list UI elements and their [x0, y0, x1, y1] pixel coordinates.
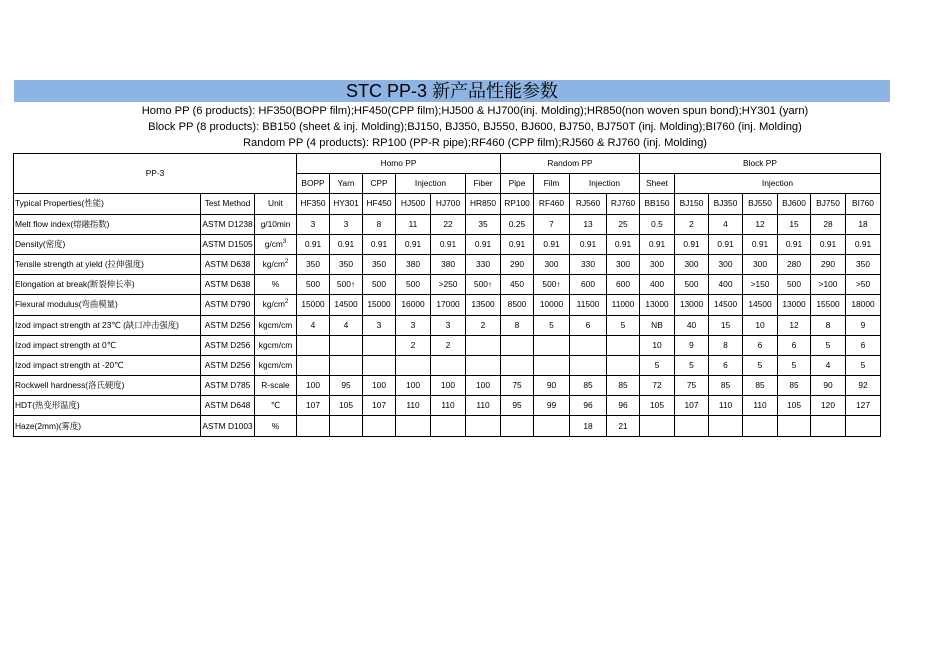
value-cell: 0.91	[501, 234, 534, 254]
value-cell	[330, 355, 363, 375]
value-cell: 99	[534, 396, 570, 416]
value-cell	[396, 416, 431, 436]
value-cell: 3	[431, 315, 466, 335]
grade-header: BJ550	[743, 194, 778, 214]
header-property: Typical Properties(性能)	[14, 194, 201, 214]
value-cell: 85	[607, 376, 640, 396]
value-cell	[431, 416, 466, 436]
value-cell: 110	[431, 396, 466, 416]
value-cell: 18	[846, 214, 881, 234]
group-block: Block PP	[640, 154, 881, 174]
value-cell: 0.91	[570, 234, 607, 254]
method-cell: ASTM D256	[201, 335, 255, 355]
value-cell: 13500	[466, 295, 501, 315]
property-cell: Elongation at break(断裂伸长率)	[14, 275, 201, 295]
value-cell: 4	[297, 315, 330, 335]
value-cell: 4	[709, 214, 743, 234]
value-cell: 96	[607, 396, 640, 416]
value-cell: 380	[396, 254, 431, 274]
value-cell: 75	[675, 376, 709, 396]
value-cell: 5	[778, 355, 811, 375]
value-cell: 500	[297, 275, 330, 295]
value-cell: 330	[570, 254, 607, 274]
unit-cell: $kg/cm^2$	[255, 254, 297, 274]
value-cell: 350	[330, 254, 363, 274]
value-cell: 3	[330, 214, 363, 234]
grade-header: BJ600	[778, 194, 811, 214]
value-cell: 4	[330, 315, 363, 335]
value-cell: 11	[396, 214, 431, 234]
value-cell	[640, 416, 675, 436]
value-cell: 72	[640, 376, 675, 396]
grade-header: BJ750	[811, 194, 846, 214]
property-cell: HDT(热变形温度)	[14, 396, 201, 416]
sheet-title: STC PP-3 新产品性能参数	[14, 80, 890, 102]
grade-header: BI760	[846, 194, 881, 214]
properties-table	[13, 153, 881, 437]
value-cell: 280	[778, 254, 811, 274]
value-cell: 40	[675, 315, 709, 335]
value-cell: 300	[534, 254, 570, 274]
method-cell: ASTM D1238	[201, 214, 255, 234]
value-cell: 0.91	[675, 234, 709, 254]
value-cell: 380	[431, 254, 466, 274]
value-cell: 9	[846, 315, 881, 335]
table-row	[14, 254, 881, 274]
value-cell	[534, 335, 570, 355]
value-cell	[363, 355, 396, 375]
method-cell: ASTM D638	[201, 254, 255, 274]
value-cell: 14500	[330, 295, 363, 315]
table-row	[14, 214, 881, 234]
value-cell: NB	[640, 315, 675, 335]
value-cell: 16000	[396, 295, 431, 315]
value-cell	[675, 416, 709, 436]
value-cell	[297, 355, 330, 375]
property-cell: Melt flow index(熔融指数)	[14, 214, 201, 234]
value-cell	[534, 355, 570, 375]
property-cell: Flexural modulus(弯曲模量)	[14, 295, 201, 315]
unit-cell: %	[255, 275, 297, 295]
method-cell: ASTM D790	[201, 295, 255, 315]
header-unit: Unit	[255, 194, 297, 214]
value-cell: 0.91	[709, 234, 743, 254]
value-cell: 5	[640, 355, 675, 375]
value-cell: 110	[396, 396, 431, 416]
unit-cell: $g/cm^3$	[255, 234, 297, 254]
value-cell: 2	[431, 335, 466, 355]
value-cell: 0.91	[330, 234, 363, 254]
app-injection-block: Injection	[675, 174, 881, 194]
value-cell: 2	[675, 214, 709, 234]
value-cell: 330	[466, 254, 501, 274]
value-cell: 0.91	[466, 234, 501, 254]
value-cell: 5	[811, 335, 846, 355]
app-yarn: Yarn	[330, 174, 363, 194]
value-cell	[363, 416, 396, 436]
value-cell: 14500	[743, 295, 778, 315]
table-row	[14, 315, 881, 335]
value-cell: 300	[607, 254, 640, 274]
grade-header: RJ560	[570, 194, 607, 214]
value-cell: 85	[778, 376, 811, 396]
value-cell: 0.91	[743, 234, 778, 254]
table-row	[14, 335, 881, 355]
value-cell: >50	[846, 275, 881, 295]
value-cell: 3	[363, 315, 396, 335]
unit-cell: $kg/cm^2$	[255, 295, 297, 315]
value-cell: 0.91	[607, 234, 640, 254]
grade-header: RJ760	[607, 194, 640, 214]
unit-cell: ℃	[255, 396, 297, 416]
value-cell: 10	[743, 315, 778, 335]
value-cell: 500↑	[466, 275, 501, 295]
app-cpp: CPP	[363, 174, 396, 194]
property-cell: Izod impact strength at -20℃	[14, 355, 201, 375]
value-cell	[846, 416, 881, 436]
value-cell: 300	[675, 254, 709, 274]
value-cell: 290	[501, 254, 534, 274]
value-cell: 15000	[363, 295, 396, 315]
value-cell: 110	[743, 396, 778, 416]
value-cell: 500	[396, 275, 431, 295]
value-cell: 85	[743, 376, 778, 396]
method-cell: ASTM D256	[201, 315, 255, 335]
value-cell	[570, 355, 607, 375]
value-cell: 8500	[501, 295, 534, 315]
value-cell: 100	[431, 376, 466, 396]
value-cell: 0.91	[534, 234, 570, 254]
value-cell: 0.25	[501, 214, 534, 234]
value-cell	[778, 416, 811, 436]
value-cell: 75	[501, 376, 534, 396]
value-cell: 3	[396, 315, 431, 335]
value-cell: 15	[778, 214, 811, 234]
value-cell: 350	[297, 254, 330, 274]
value-cell: 127	[846, 396, 881, 416]
value-cell: 6	[570, 315, 607, 335]
value-cell: 5	[534, 315, 570, 335]
value-cell: 0.91	[297, 234, 330, 254]
table-row	[14, 396, 881, 416]
value-cell: 0.91	[778, 234, 811, 254]
value-cell: >100	[811, 275, 846, 295]
unit-cell: %	[255, 416, 297, 436]
value-cell: 2	[466, 315, 501, 335]
table-name: PP-3	[14, 154, 297, 194]
value-cell: 15000	[297, 295, 330, 315]
value-cell: 600	[607, 275, 640, 295]
value-cell: 350	[846, 254, 881, 274]
value-cell: 95	[501, 396, 534, 416]
grade-header: BB150	[640, 194, 675, 214]
property-cell: Izod impact strength at 0℃	[14, 335, 201, 355]
value-cell: 500	[778, 275, 811, 295]
value-cell	[607, 355, 640, 375]
value-cell: 5	[607, 315, 640, 335]
value-cell: 107	[297, 396, 330, 416]
subtitle-random: Random PP (4 products): RP100 (PP-R pipe);RF460 (CPP film);RJ560 & RJ760 (inj. Molding)	[242, 137, 708, 149]
value-cell: 2	[396, 335, 431, 355]
value-cell: 400	[640, 275, 675, 295]
table-row	[14, 355, 881, 375]
value-cell: 8	[501, 315, 534, 335]
grade-header: BJ350	[709, 194, 743, 214]
unit-cell: kgcm/cm	[255, 335, 297, 355]
value-cell	[363, 335, 396, 355]
value-cell: 0.91	[640, 234, 675, 254]
value-cell	[297, 416, 330, 436]
value-cell: 5	[846, 355, 881, 375]
value-cell: 10000	[534, 295, 570, 315]
value-cell	[466, 355, 501, 375]
value-cell	[297, 335, 330, 355]
value-cell: 105	[640, 396, 675, 416]
value-cell: 300	[640, 254, 675, 274]
value-cell: 300	[743, 254, 778, 274]
value-cell: 100	[363, 376, 396, 396]
value-cell: 107	[363, 396, 396, 416]
value-cell	[811, 416, 846, 436]
value-cell: 13000	[778, 295, 811, 315]
grade-header: HR850	[466, 194, 501, 214]
table-row	[14, 376, 881, 396]
method-cell: ASTM D256	[201, 355, 255, 375]
value-cell: 11000	[607, 295, 640, 315]
subtitle-block: Block PP (8 products): BB150 (sheet & inj. Molding);BJ150, BJ350, BJ550, BJ600, BJ750, BJ750T (inj. Molding);BI760 (inj. Molding)	[148, 121, 802, 133]
method-cell: ASTM D1505	[201, 234, 255, 254]
value-cell: 8	[363, 214, 396, 234]
value-cell: 500↑	[330, 275, 363, 295]
value-cell: 6	[709, 355, 743, 375]
method-cell: ASTM D638	[201, 275, 255, 295]
value-cell: 25	[607, 214, 640, 234]
value-cell: 85	[709, 376, 743, 396]
value-cell	[570, 335, 607, 355]
app-sheet: Sheet	[640, 174, 675, 194]
grade-header: HF350	[297, 194, 330, 214]
value-cell: >250	[431, 275, 466, 295]
table-row	[14, 275, 881, 295]
value-cell: 13000	[640, 295, 675, 315]
value-cell: 400	[709, 275, 743, 295]
value-cell: 100	[297, 376, 330, 396]
value-cell: 10	[640, 335, 675, 355]
value-cell: 15	[709, 315, 743, 335]
unit-cell: R-scale	[255, 376, 297, 396]
value-cell: 0.5	[640, 214, 675, 234]
grade-header: HY301	[330, 194, 363, 214]
grade-header: HJ500	[396, 194, 431, 214]
value-cell: 18	[570, 416, 607, 436]
value-cell: 5	[675, 355, 709, 375]
value-cell: 9	[675, 335, 709, 355]
value-cell	[330, 335, 363, 355]
app-injection-random: Injection	[570, 174, 640, 194]
value-cell: 4	[811, 355, 846, 375]
app-pipe: Pipe	[501, 174, 534, 194]
value-cell: 13000	[675, 295, 709, 315]
value-cell: 500	[675, 275, 709, 295]
value-cell: 35	[466, 214, 501, 234]
value-cell: 6	[778, 335, 811, 355]
value-cell: 22	[431, 214, 466, 234]
subtitle-homo: Homo PP (6 products): HF350(BOPP film);HF450(CPP film);HJ500 & HJ700(inj. Molding);HR850(non woven spun bond);HY301 (yarn)	[141, 105, 809, 117]
value-cell: 350	[363, 254, 396, 274]
value-cell	[607, 335, 640, 355]
value-cell: 13	[570, 214, 607, 234]
value-cell: 90	[811, 376, 846, 396]
value-cell: 90	[534, 376, 570, 396]
value-cell: 92	[846, 376, 881, 396]
value-cell	[466, 416, 501, 436]
value-cell: 120	[811, 396, 846, 416]
value-cell: 600	[570, 275, 607, 295]
value-cell: 95	[330, 376, 363, 396]
value-cell: 6	[743, 335, 778, 355]
value-cell: >150	[743, 275, 778, 295]
value-cell: 290	[811, 254, 846, 274]
table-row	[14, 295, 881, 315]
method-cell: ASTM D785	[201, 376, 255, 396]
grade-header: HF450	[363, 194, 396, 214]
value-cell: 110	[466, 396, 501, 416]
value-cell: 7	[534, 214, 570, 234]
grade-header: HJ700	[431, 194, 466, 214]
app-bopp: BOPP	[297, 174, 330, 194]
unit-cell: kgcm/cm	[255, 355, 297, 375]
value-cell	[501, 416, 534, 436]
value-cell: 5	[743, 355, 778, 375]
value-cell	[534, 416, 570, 436]
table-row	[14, 234, 881, 254]
value-cell: 8	[709, 335, 743, 355]
value-cell	[466, 335, 501, 355]
value-cell: 0.91	[431, 234, 466, 254]
value-cell: 0.91	[846, 234, 881, 254]
value-cell: 96	[570, 396, 607, 416]
value-cell	[743, 416, 778, 436]
value-cell: 0.91	[811, 234, 846, 254]
value-cell: 28	[811, 214, 846, 234]
value-cell: 85	[570, 376, 607, 396]
value-cell	[330, 416, 363, 436]
grade-header: BJ150	[675, 194, 709, 214]
value-cell: 500	[363, 275, 396, 295]
property-cell: Density(密度)	[14, 234, 201, 254]
value-cell	[501, 355, 534, 375]
app-fiber: Fiber	[466, 174, 501, 194]
table-row	[14, 416, 881, 436]
value-cell	[396, 355, 431, 375]
value-cell: 3	[297, 214, 330, 234]
property-cell: Rockwell hardness(洛氏硬度)	[14, 376, 201, 396]
group-random: Random PP	[501, 154, 640, 174]
unit-cell: g/10min	[255, 214, 297, 234]
value-cell: 110	[709, 396, 743, 416]
group-homo: Homo PP	[297, 154, 501, 174]
method-cell: ASTM D648	[201, 396, 255, 416]
grade-header: RP100	[501, 194, 534, 214]
app-film: Film	[534, 174, 570, 194]
method-cell: ASTM D1003	[201, 416, 255, 436]
value-cell: 8	[811, 315, 846, 335]
value-cell: 11500	[570, 295, 607, 315]
value-cell: 300	[709, 254, 743, 274]
unit-cell: kgcm/cm	[255, 315, 297, 335]
value-cell: 0.91	[396, 234, 431, 254]
property-cell: Izod impact strength at 23℃ (缺口冲击强度)	[14, 315, 201, 335]
value-cell: 100	[466, 376, 501, 396]
value-cell: 18000	[846, 295, 881, 315]
grade-header: RF460	[534, 194, 570, 214]
value-cell: 17000	[431, 295, 466, 315]
value-cell: 14500	[709, 295, 743, 315]
value-cell: 6	[846, 335, 881, 355]
value-cell: 100	[396, 376, 431, 396]
value-cell: 0.91	[363, 234, 396, 254]
value-cell: 21	[607, 416, 640, 436]
value-cell: 105	[330, 396, 363, 416]
value-cell: 12	[778, 315, 811, 335]
value-cell	[431, 355, 466, 375]
value-cell: 500↑	[534, 275, 570, 295]
value-cell: 105	[778, 396, 811, 416]
header-method: Test Method	[201, 194, 255, 214]
value-cell: 107	[675, 396, 709, 416]
value-cell	[501, 335, 534, 355]
property-cell: Tensile strength at yield (拉伸强度)	[14, 254, 201, 274]
value-cell	[709, 416, 743, 436]
value-cell: 15500	[811, 295, 846, 315]
value-cell: 12	[743, 214, 778, 234]
value-cell: 450	[501, 275, 534, 295]
property-cell: Haze(2mm)(雾度)	[14, 416, 201, 436]
app-injection-homo: Injection	[396, 174, 466, 194]
